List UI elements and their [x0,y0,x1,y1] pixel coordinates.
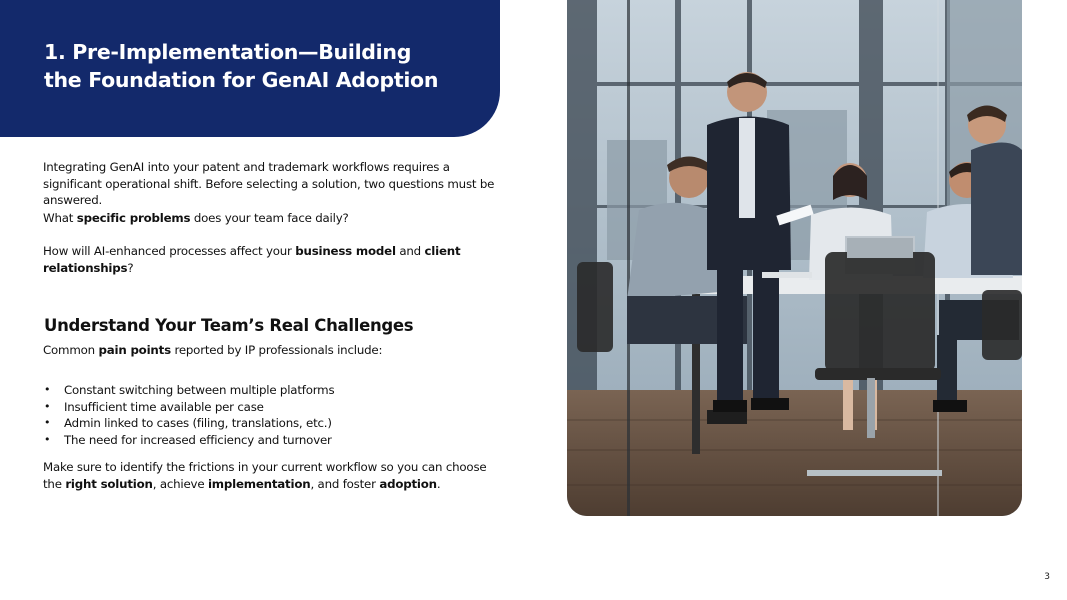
page-title [44,38,464,94]
closing-text-mid-1: , achieve [152,476,208,491]
lead-text-after: reported by IP professionals include: [170,343,383,357]
list-item: • The need for increased efficiency and turnover [44,432,499,449]
closing-paragraph [43,459,498,492]
question-2-text-before: How will AI-enhanced processes affect your [43,244,296,258]
office-meeting-photo [567,0,1022,516]
question-2-emphasis-1: business model [295,244,396,258]
question-1-emphasis: specific problems [76,211,191,225]
question-1-text-before: What [43,211,77,225]
lead-emphasis: pain points [98,343,171,357]
closing-text-before: Make sure to identify the frictions in your current workflow so you can choose the [43,460,487,491]
section-heading: Understand Your Team’s Real Challenges [44,316,414,335]
closing-emphasis-2: implementation [207,476,311,491]
question-2-emphasis-2: client relationships [43,244,461,275]
list-item: • Constant switching between multiple platforms [44,382,499,399]
title-banner [0,0,500,137]
question-2-text-after: ? [127,260,134,275]
closing-emphasis-1: right solution [65,476,153,491]
list-item: • Admin linked to cases (filing, translations, etc.) [44,415,499,432]
page-title-line-1: 1. Pre-Implementation—Building [44,40,412,64]
page-title-line-2: the Foundation for GenAI Adoption [44,68,439,92]
closing-emphasis-3: adoption [379,476,437,491]
question-2 [43,243,498,276]
question-1-text-after: does your team face daily? [190,211,349,225]
intro-paragraph [43,159,498,209]
question-1 [43,210,498,227]
pain-points-lead [43,342,498,359]
pain-points-list [44,382,499,448]
meeting-illustration [567,0,1022,516]
intro-text: Integrating GenAI into your patent and trademark workflows requires a significant operational shift. Before selecting a solution, two questions must be answered. [43,160,495,207]
closing-text-after: . [436,476,441,491]
question-2-text-mid: and [395,244,425,258]
list-item: • Insufficient time available per case [44,399,499,416]
lead-text-before: Common [43,343,99,357]
closing-text-mid-2: , and foster [310,476,380,491]
page-number: 3 [1044,572,1050,582]
